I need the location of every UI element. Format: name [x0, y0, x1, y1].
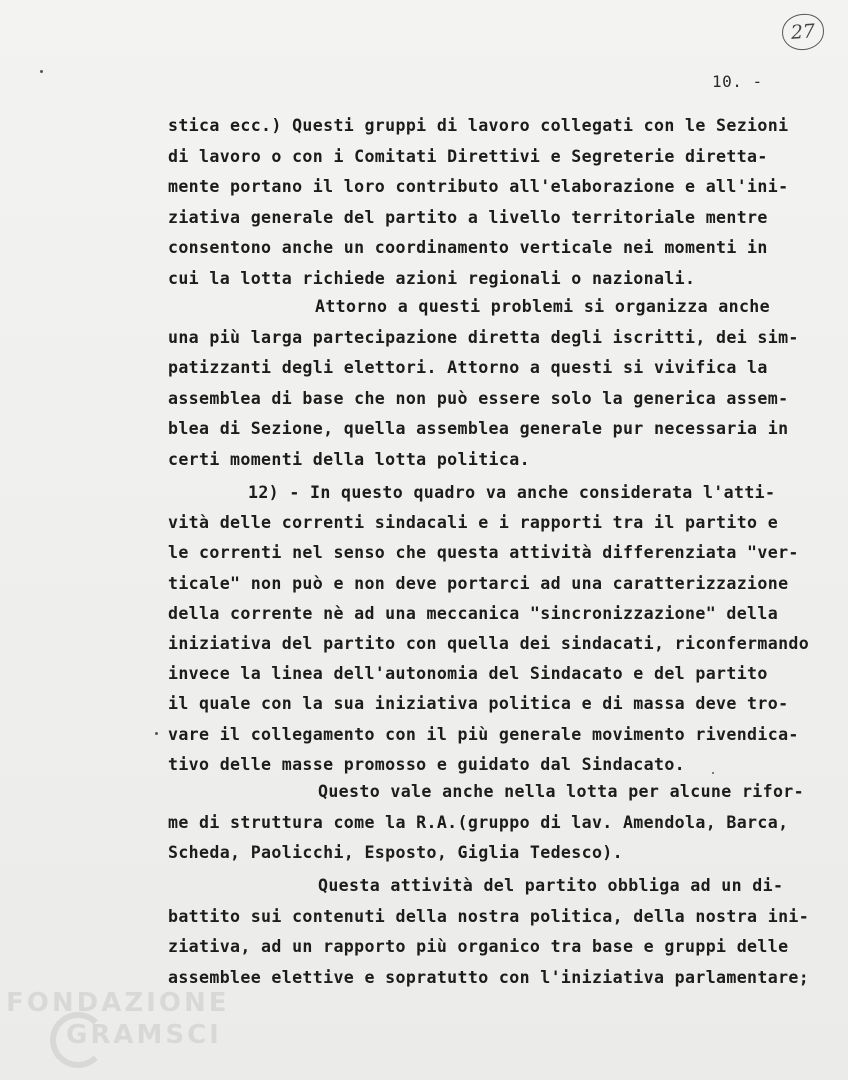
- text-line: ziativa, ad un rapporto più organico tra base e gruppi delle: [168, 937, 789, 957]
- text-line: battito sui contenuti della nostra politica, della nostra ini-: [168, 906, 810, 926]
- text-line: iniziativa del partito con quella dei sindacati, riconfermando: [168, 634, 810, 653]
- text-line: blea di Sezione, quella assemblea generale pur necessaria in: [168, 419, 789, 439]
- text-line: consentono anche un coordinamento verticale nei momenti in: [168, 238, 768, 257]
- text-line: assemblee elettive e sopratutto con l'iniziativa parlamentare;: [168, 967, 810, 987]
- text-line: vare il collegamento con il più generale movimento rivendica-: [168, 724, 799, 744]
- text-line: certi momenti della lotta politica.: [168, 450, 530, 469]
- text-line: ziativa generale del partito a livello territoriale mentre: [168, 207, 768, 227]
- text-line: di lavoro o con i Comitati Direttivi e Segreterie diretta-: [168, 146, 768, 166]
- text-line: cui la lotta richiede azioni regionali o nazionali.: [168, 268, 696, 288]
- text-line: Attorno a questi problemi si organizza anche: [315, 297, 770, 316]
- text-line: della corrente nè ad una meccanica "sincronizzazione" della: [168, 603, 779, 623]
- text-line: ticale" non può e non deve portarci ad una caratterizzazione: [168, 573, 789, 593]
- watermark-line-2: GRAMSCI: [66, 1020, 222, 1050]
- watermark-line-1: FONDAZIONE: [6, 988, 230, 1018]
- paper-speck: [712, 772, 714, 774]
- paper-speck: [155, 732, 158, 735]
- text-line: il quale con la sua iniziativa politica e di massa deve tro-: [168, 694, 789, 714]
- text-line: Questo vale anche nella lotta per alcune rifor-: [318, 782, 804, 801]
- text-line: una più larga partecipazione diretta degli iscritti, dei sim-: [168, 327, 799, 347]
- text-line: invece la linea dell'autonomia del Sindacato e del partito: [168, 664, 768, 684]
- text-line: assemblea di base che non può essere solo la generica assem-: [168, 388, 789, 408]
- text-line: 12) - In questo quadro va anche considerata l'atti-: [248, 483, 776, 502]
- text-line: mente portano il loro contributo all'elaborazione e all'ini-: [168, 177, 789, 196]
- archive-watermark: [6, 984, 230, 1074]
- page-number: 10. -: [712, 72, 763, 91]
- text-line: Questa attività del partito obbliga ad un di-: [318, 876, 784, 895]
- paper-speck: [40, 70, 43, 73]
- text-line: patizzanti degli elettori. Attorno a questi si vivifica la: [168, 358, 768, 378]
- text-line: vità delle correnti sindacali e i rapporti tra il partito e: [168, 513, 779, 533]
- text-line: le correnti nel senso che questa attività differenziata "ver-: [168, 543, 799, 563]
- text-line: tivo delle masse promosso e guidato dal Sindacato.: [168, 754, 686, 774]
- text-line: me di struttura come la R.A.(gruppo di lav. Amendola, Barca,: [168, 812, 789, 832]
- text-line: stica ecc.) Questi gruppi di lavoro collegati con le Sezioni: [168, 116, 789, 135]
- archive-number-stamp: 27: [781, 13, 825, 52]
- text-line: Scheda, Paolicchi, Esposto, Giglia Tedesco).: [168, 843, 623, 863]
